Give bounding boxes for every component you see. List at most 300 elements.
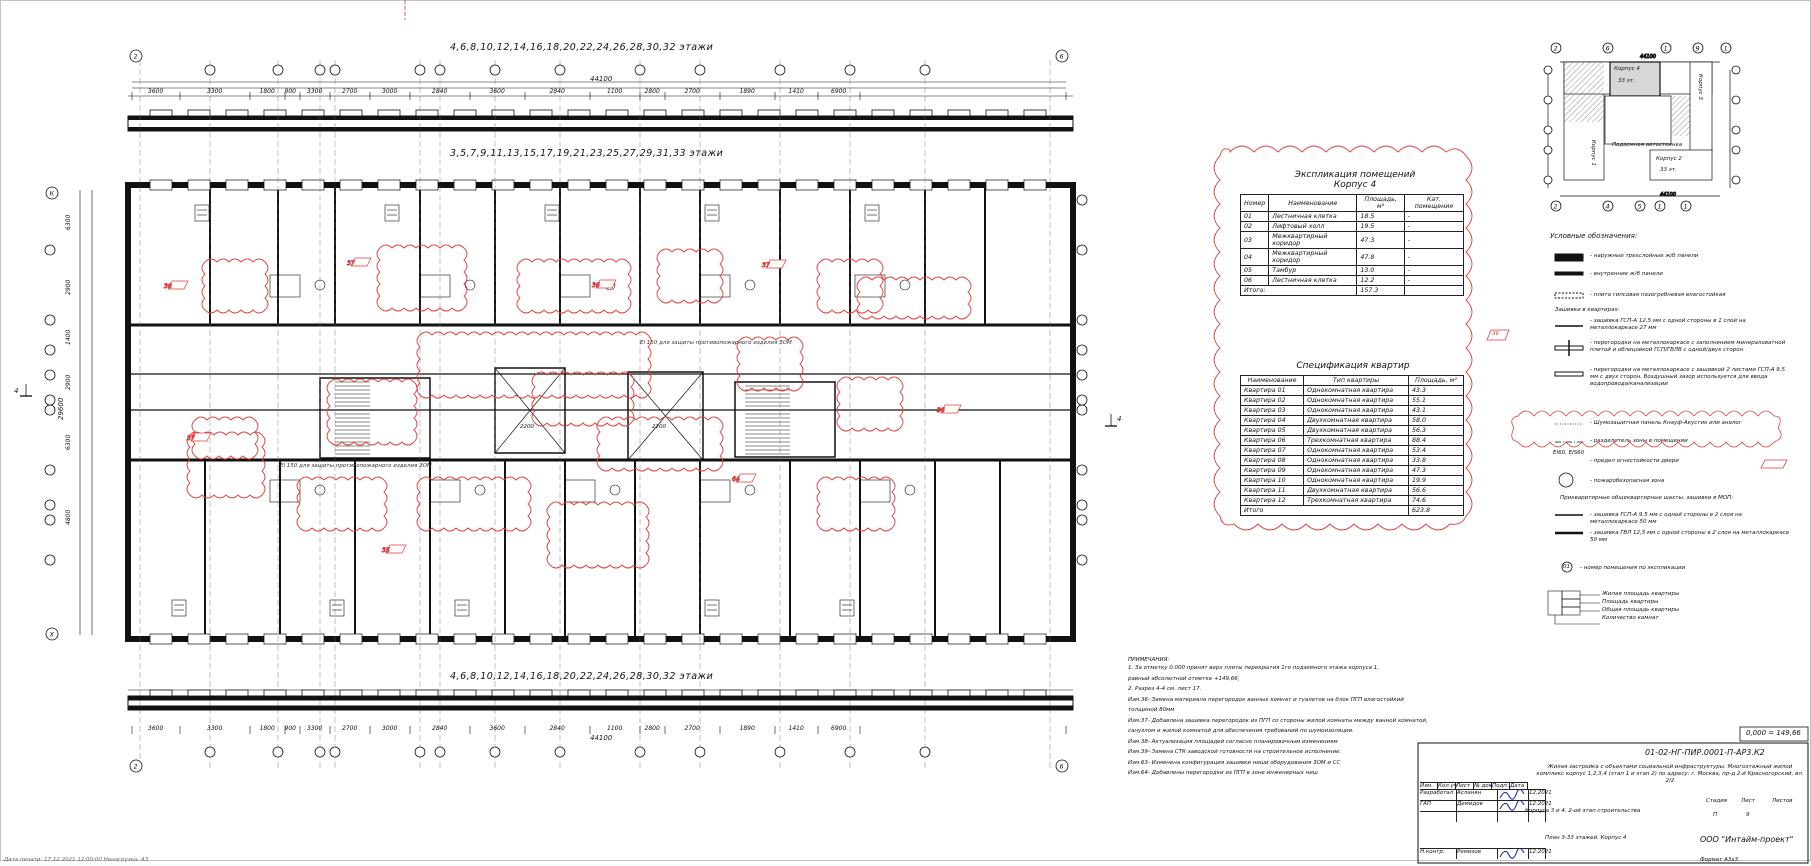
plan-title: План 3-33 этажей. Корпус 4 bbox=[1545, 835, 1627, 841]
axis-label: 1 bbox=[1683, 202, 1688, 211]
dim-span-top: 2840 bbox=[432, 88, 448, 95]
keyplan-axis-top bbox=[1551, 43, 1561, 53]
dim-span-bottom: 1100 bbox=[607, 725, 623, 732]
axis-bubble-K bbox=[46, 187, 58, 199]
axis-bubble-row bbox=[1077, 515, 1087, 525]
keyplan-korpus2: Корпус 2 bbox=[1656, 156, 1682, 162]
revision-tag: 36 bbox=[1492, 331, 1499, 337]
apartment-cell: 74.6 bbox=[1409, 496, 1464, 506]
note-line: равный абсолютной отметке +149,66; bbox=[1128, 675, 1240, 682]
axis-bubble bbox=[205, 65, 215, 75]
note-line: толщиной 80мм bbox=[1128, 707, 1175, 713]
keyplan-axis-top bbox=[1603, 43, 1613, 53]
axis-label: 5 bbox=[1637, 202, 1642, 211]
floor-label-middle: 3,5,7,9,11,13,15,17,19,21,23,25,27,29,31,33 этажи bbox=[450, 148, 724, 159]
explication-row bbox=[1241, 276, 1464, 286]
apartment-spec-title: Спецификация квартир bbox=[1296, 361, 1410, 371]
note-line: Изм.63- Изменена конфигурация зашивки ниши оборудования ЗОМ и СС bbox=[1128, 759, 1341, 766]
axis-bubble bbox=[695, 65, 705, 75]
dim-span-bottom: 3600 bbox=[148, 725, 164, 732]
dim-span-bottom: 2840 bbox=[549, 725, 565, 732]
explication-cell: - bbox=[1404, 222, 1463, 232]
apartment-cell: Квартира 04 bbox=[1241, 416, 1304, 426]
legend-room-num-sample: 01 bbox=[1563, 564, 1570, 570]
dim-span-bottom: 3600 bbox=[489, 725, 505, 732]
explication-cell: - bbox=[1404, 276, 1463, 286]
explication-cell: 03 bbox=[1241, 232, 1269, 249]
apartment-total-row bbox=[1241, 506, 1464, 516]
axis-label: 6 bbox=[1605, 44, 1610, 53]
title-block-role: Разработал bbox=[1420, 790, 1457, 800]
keyplan-axis-left bbox=[1544, 146, 1552, 154]
apartment-row bbox=[1241, 386, 1464, 396]
dim-span-bottom: 2700 bbox=[342, 725, 358, 732]
apartment-cell: 56.3 bbox=[1409, 426, 1464, 436]
axis-bubble-row bbox=[1077, 500, 1087, 510]
dim-span-top: 2840 bbox=[549, 88, 565, 95]
legend-item: - разделитель зоны в помещении bbox=[1590, 438, 1688, 444]
dim-height: 6300 bbox=[65, 214, 72, 230]
explication-total-row bbox=[1241, 286, 1464, 296]
company-name: ООО "Интайм-проект" bbox=[1700, 835, 1794, 844]
legend-area-label: Количество комнат bbox=[1602, 615, 1659, 621]
axis-bubble bbox=[775, 65, 785, 75]
apartment-row bbox=[1241, 416, 1464, 426]
explication-header-cell: Номер bbox=[1241, 195, 1269, 212]
axis-label: 1 bbox=[1663, 44, 1668, 53]
keyplan-axis-top bbox=[1693, 43, 1703, 53]
dim-span-top: 3600 bbox=[489, 88, 505, 95]
apartment-cell: 53.4 bbox=[1409, 446, 1464, 456]
keyplan-axis-bottom bbox=[1551, 201, 1561, 211]
apartment-cell: Однокомнатная квартира bbox=[1304, 396, 1409, 406]
axis-bubble-row bbox=[45, 345, 55, 355]
dim-span-top: 2800 bbox=[644, 88, 660, 95]
axis-bubble-row bbox=[45, 315, 55, 325]
title-block-header-cell: Изм. bbox=[1420, 782, 1438, 789]
dim-span-bottom: 2700 bbox=[684, 725, 700, 732]
legend-area-label: Жилая площадь квартиры bbox=[1602, 591, 1680, 597]
keyplan-korpus4-floors: 33 эт. bbox=[1618, 78, 1635, 84]
dim-span-bottom: 900 bbox=[284, 725, 296, 732]
apartment-header-cell: Наименование bbox=[1241, 376, 1304, 386]
legend-item: - наружные трехслойные ж/б панели bbox=[1590, 253, 1699, 259]
keyplan-axis-bottom bbox=[1603, 201, 1613, 211]
keyplan-axis-left bbox=[1544, 176, 1552, 184]
legend-item: - пожаробезопасная зона bbox=[1590, 478, 1665, 484]
dim-span-top: 1410 bbox=[788, 88, 804, 95]
apartment-header-cell: Тип квартиры bbox=[1304, 376, 1409, 386]
apartment-cell: Однокомнатная квартира bbox=[1304, 386, 1409, 396]
title-block-role-row bbox=[1420, 800, 1552, 811]
apartment-cell: Квартира 10 bbox=[1241, 476, 1304, 486]
explication-table bbox=[1240, 194, 1464, 296]
keyplan-axis-right bbox=[1732, 176, 1740, 184]
explication-row bbox=[1241, 232, 1464, 249]
legend-item-a: - зашивка ГСП-А 12,5 мм с одной стороны в 1 слой на металлокаркасе 27 мм bbox=[1590, 318, 1746, 331]
keyplan-korpus4: Корпус 4 bbox=[1614, 66, 1640, 72]
project-desc: Жилая застройка с объектами социальной инфраструктуры. Многоэтажный жилой комплекс корпус 1,2,3,4 (этап 1 и этап 2) по адресу: г. Москва, пр-д 2-й Красногорский, вл. 2/2 bbox=[1536, 764, 1804, 784]
elevator-dim-1: 2200 bbox=[520, 424, 534, 430]
axis-bubble-row bbox=[1077, 195, 1087, 205]
axis-bubble-row bbox=[1077, 395, 1087, 405]
axis-label: 1 bbox=[1723, 44, 1728, 53]
keyplan-korpus3: Корпус 3 bbox=[1697, 74, 1703, 100]
title-block-date bbox=[1529, 812, 1546, 822]
explication-cell: - bbox=[1404, 232, 1463, 249]
axis-bubble-row bbox=[45, 370, 55, 380]
explication-header-cell: Площадь, м² bbox=[1357, 195, 1404, 212]
revision-tag-mark: 36 bbox=[164, 283, 172, 290]
axis-bubble-row bbox=[1077, 405, 1087, 415]
floor-label-bottom: 4,6,8,10,12,14,16,18,20,22,24,26,28,30,32 этажи bbox=[450, 671, 714, 682]
axis-bubble-row bbox=[1077, 465, 1087, 475]
section-mark-right bbox=[1105, 414, 1117, 426]
apartment-row bbox=[1241, 476, 1464, 486]
explication-header-cell: Кат. помещения bbox=[1404, 195, 1463, 212]
explication-title: Экспликация помещений bbox=[1294, 170, 1416, 180]
dim-span-top: 900 bbox=[284, 88, 296, 95]
dim-height: 6300 bbox=[65, 434, 72, 450]
axis-label: 2 bbox=[133, 762, 138, 771]
explication-cell: Лифтовый холл bbox=[1269, 222, 1357, 232]
explication-row bbox=[1241, 222, 1464, 232]
note-line: 1. За отметку 0.000 принят верх плиты перекрытия 1го подземного этажа корпуса 1, bbox=[1128, 665, 1380, 671]
apartment-row bbox=[1241, 436, 1464, 446]
title-block-role bbox=[1420, 812, 1457, 822]
section-mark-left bbox=[20, 384, 32, 396]
axis-label: 6 bbox=[1059, 762, 1064, 771]
axis-label: 9 bbox=[1695, 44, 1700, 53]
apartment-cell: Трехкомнатная квартира bbox=[1304, 436, 1409, 446]
axis-bubble-row bbox=[1077, 555, 1087, 565]
legend-item: - зашивка ГВЛ 12,5 мм с одной стороны в 2 слоя на металлокаркасе 50 мм bbox=[1590, 530, 1790, 543]
legend-area-label: Площадь квартиры bbox=[1602, 599, 1659, 605]
axis-label: 2 bbox=[1553, 44, 1558, 53]
sheets-header: Листов bbox=[1772, 798, 1793, 804]
legend-item: - перегородки на металлокаркасе с заполнением минераловатной плитой и облицовкой ГСП/ГВЛВ с одной/двух сторон bbox=[1590, 340, 1786, 353]
explication-cell: 47.8 bbox=[1357, 249, 1404, 266]
explication-cell: Лестничная клетка bbox=[1269, 276, 1357, 286]
axis-bubble-row bbox=[45, 405, 55, 415]
dim-span-bottom: 2800 bbox=[644, 725, 660, 732]
apartment-cell: Квартира 01 bbox=[1241, 386, 1304, 396]
total-width-bottom: 44100 bbox=[590, 734, 613, 742]
apartment-total-label: Итого bbox=[1241, 506, 1409, 516]
legend-title: Условные обозначения: bbox=[1550, 232, 1638, 240]
note-line: Изм.38- Актуализация площадей согласно планировочным изменениям bbox=[1128, 738, 1338, 745]
title-block-name: Асланян bbox=[1457, 790, 1498, 800]
axis-bubble-6-top bbox=[1056, 50, 1068, 62]
axis-bubble-2-bottom bbox=[130, 760, 142, 772]
dim-span-top: 3300 bbox=[207, 88, 223, 95]
title-block-header-cell: № док. bbox=[1474, 783, 1494, 789]
apartment-cell: 43.1 bbox=[1409, 406, 1464, 416]
dim-span-top: 1890 bbox=[739, 88, 755, 95]
apartment-cell: Однокомнатная квартира bbox=[1304, 406, 1409, 416]
apartment-cell: 47.3 bbox=[1409, 466, 1464, 476]
explication-subtitle: Корпус 4 bbox=[1333, 180, 1377, 190]
dim-span-top: 6900 bbox=[831, 88, 847, 95]
dim-span-bottom: 6900 bbox=[831, 725, 847, 732]
legend-item: - плита гипсовая пазогребневая влагостойкая bbox=[1590, 292, 1726, 298]
dim-height: 1400 bbox=[65, 329, 72, 345]
explication-row bbox=[1241, 212, 1464, 222]
explication-cell: 04 bbox=[1241, 249, 1269, 266]
keyplan-dim-top: 44100 bbox=[1640, 54, 1656, 60]
dim-span-bottom: 1410 bbox=[788, 725, 804, 732]
explication-cell: Лестничная клетка bbox=[1269, 212, 1357, 222]
apartment-row bbox=[1241, 396, 1464, 406]
explication-total-label: Итого: bbox=[1241, 286, 1357, 296]
legend-item: - зашивка ГСП-А 9,5 мм с одной стороны в 2 слоя на металлокаркасе 50 мм bbox=[1590, 512, 1742, 525]
notes-block bbox=[1128, 657, 1428, 779]
axis-bubble bbox=[695, 747, 705, 757]
apartment-cell: 56.6 bbox=[1409, 486, 1464, 496]
keyplan-axis-bottom bbox=[1655, 201, 1665, 211]
apartment-row bbox=[1241, 406, 1464, 416]
title-block-role-row bbox=[1420, 789, 1552, 800]
apartment-spec-table bbox=[1240, 375, 1464, 516]
note-line: Изм.64- Добавлены перегородки из ПГП в зоне инженерных ниш bbox=[1128, 770, 1318, 776]
stage-header: Стадия bbox=[1706, 798, 1728, 804]
apartment-cell: Двухкомнатная квартира bbox=[1304, 426, 1409, 436]
title-block-header-cell: Дата bbox=[1510, 782, 1528, 789]
keyplan-axis-top bbox=[1661, 43, 1671, 53]
format-label: Формат А3х3 bbox=[1700, 857, 1739, 863]
axis-label: 1 bbox=[1657, 202, 1662, 211]
apartment-cell: Трехкомнатная квартира bbox=[1304, 496, 1409, 506]
axis-label: К bbox=[49, 189, 55, 198]
legend-area-label: Общая площадь квартиры bbox=[1602, 607, 1680, 613]
axis-bubble-X bbox=[46, 628, 58, 640]
keyplan-axis-right bbox=[1732, 126, 1740, 134]
keyplan-axis-top bbox=[1721, 43, 1731, 53]
note-line: Изм.39- Замена СТК заводской готовности на строительное исполнение. bbox=[1128, 749, 1342, 755]
apartment-row bbox=[1241, 496, 1464, 506]
apartment-row bbox=[1241, 486, 1464, 496]
dim-span-bottom: 3000 bbox=[382, 725, 398, 732]
title-block-date: 12.2021 bbox=[1529, 849, 1546, 859]
axis-bubble-row bbox=[1077, 370, 1087, 380]
revision-tag-mark: 36 bbox=[592, 282, 600, 289]
title-block-role-row bbox=[1420, 848, 1552, 859]
explication-cell: 01 bbox=[1241, 212, 1269, 222]
explication-cell: 12.2 bbox=[1357, 276, 1404, 286]
revision-tag-mark: 36 bbox=[937, 407, 945, 414]
keyplan-axis-right bbox=[1732, 66, 1740, 74]
axis-bubble-2-top bbox=[130, 50, 142, 62]
title-block-roles bbox=[1420, 782, 1552, 859]
signature bbox=[1498, 849, 1529, 859]
dim-span-bottom: 3300 bbox=[207, 725, 223, 732]
axis-bubble-row bbox=[1077, 245, 1087, 255]
section-mark-right-label: 4 bbox=[1117, 415, 1122, 423]
apartment-cell: Однокомнатная квартира bbox=[1304, 466, 1409, 476]
apartment-cell: Двухкомнатная квартира bbox=[1304, 416, 1409, 426]
apartment-cell: 55.1 bbox=[1409, 396, 1464, 406]
revision-tag-mark: 37 bbox=[347, 260, 355, 267]
axis-bubble bbox=[330, 747, 340, 757]
dim-height: 2900 bbox=[65, 279, 72, 295]
axis-bubble bbox=[415, 747, 425, 757]
apartment-cell: Квартира 06 bbox=[1241, 436, 1304, 446]
axis-bubble bbox=[920, 747, 930, 757]
axis-bubble bbox=[315, 747, 325, 757]
explication-total-value: 157.3 bbox=[1357, 286, 1404, 296]
title-block-role: Н.контр. bbox=[1420, 849, 1457, 859]
sheet-value: 9 bbox=[1746, 812, 1750, 818]
axis-bubble bbox=[555, 65, 565, 75]
title-block-name: Ремизов bbox=[1457, 849, 1498, 859]
elevator-dim-2: 2200 bbox=[652, 424, 666, 430]
explication-cell: Межквартирный коридор bbox=[1269, 249, 1357, 266]
legend-item: - предел огнестойкости двери bbox=[1590, 458, 1679, 464]
dim-span-top: 1100 bbox=[607, 88, 623, 95]
apartment-cell: Квартира 07 bbox=[1241, 446, 1304, 456]
keyplan-axis-left bbox=[1544, 126, 1552, 134]
note-line: Изм.36- Замена материала перегородок ванных комнат и туалетов на блок ПГП влагостойкий bbox=[1128, 696, 1404, 703]
sheet-header: Лист bbox=[1741, 798, 1755, 804]
explication-cell: 47.3 bbox=[1357, 232, 1404, 249]
apartment-header-cell: Площадь, м² bbox=[1409, 376, 1464, 386]
main-plan bbox=[128, 60, 1073, 770]
axis-bubble bbox=[435, 65, 445, 75]
title-block-role-row bbox=[1420, 811, 1546, 822]
apartment-cell: 33.8 bbox=[1409, 456, 1464, 466]
area-sample bbox=[1548, 591, 1600, 624]
apartment-cell: Квартира 12 bbox=[1241, 496, 1304, 506]
explication-cell: - bbox=[1404, 249, 1463, 266]
apartment-cell: 43.3 bbox=[1409, 386, 1464, 396]
explication-cell: - bbox=[1404, 266, 1463, 276]
axis-bubble-row bbox=[45, 515, 55, 525]
dimension-left bbox=[80, 190, 92, 635]
explication-cell: 19.5 bbox=[1357, 222, 1404, 232]
apartment-cell: Квартира 11 bbox=[1241, 486, 1304, 496]
legend-item: - Шумозащитная панель Кнауф-Акустик или аналог bbox=[1590, 420, 1742, 426]
smoke-note-bottom: El 150 для защиты противопожарного изделия ЗОМ bbox=[280, 463, 432, 469]
bottom-strip-plan bbox=[128, 690, 1073, 710]
explication-cell: 13.0 bbox=[1357, 266, 1404, 276]
revision-tag-mark: 64 bbox=[732, 476, 740, 483]
axis-label: Х bbox=[49, 630, 54, 639]
explication-cell: 02 bbox=[1241, 222, 1269, 232]
level-mark: 0,000 = 149,66 bbox=[1746, 729, 1801, 737]
axis-bubble bbox=[273, 65, 283, 75]
total-width-top: 44100 bbox=[590, 75, 613, 83]
axis-bubble-row bbox=[45, 245, 55, 255]
total-height-dim: 29600 bbox=[57, 397, 65, 420]
axis-bubble bbox=[555, 747, 565, 757]
legend-item: - внутренние ж/б панели bbox=[1590, 271, 1663, 277]
keyplan-dim-bottom: 44100 bbox=[1660, 192, 1676, 198]
apartment-row bbox=[1241, 446, 1464, 456]
axis-label: 4 bbox=[1605, 202, 1610, 211]
axis-bubble bbox=[205, 747, 215, 757]
axis-bubble bbox=[845, 747, 855, 757]
apartment-total-value: 623.8 bbox=[1409, 506, 1464, 516]
title-block-name: Демидов bbox=[1457, 801, 1498, 811]
legend-item: - номер помещения по экспликации bbox=[1580, 565, 1686, 571]
axis-bubble-row bbox=[45, 500, 55, 510]
axis-bubble bbox=[415, 65, 425, 75]
axis-label: 6 bbox=[1059, 52, 1064, 61]
note-line: санузлом и жилой комнатой для обеспечения требований по шумоизоляции. bbox=[1128, 728, 1354, 734]
signature bbox=[1498, 801, 1529, 811]
axis-bubble bbox=[330, 65, 340, 75]
keyplan-axis-right bbox=[1732, 96, 1740, 104]
legend-item: - перегородки на металлокаркасе с зашивкой 2 листами ГСП-А 9,5 мм с двух сторон. Воздушный зазор используется для ввода водопровода/канализации bbox=[1590, 367, 1786, 387]
dim-span-top: 2700 bbox=[684, 88, 700, 95]
doc-code: 01-02-НГ-ПИР.0001-П-АР3.К2 bbox=[1645, 748, 1765, 757]
apartment-cell: Однокомнатная квартира bbox=[1304, 446, 1409, 456]
smoke-note-top: El 150 для защиты противопожарного изделия ЗОМ bbox=[640, 340, 792, 346]
signature bbox=[1498, 812, 1529, 822]
apartment-row bbox=[1241, 466, 1464, 476]
dim-span-top: 1800 bbox=[259, 88, 275, 95]
revision-tag-mark: 37 bbox=[762, 262, 770, 269]
axis-bubble bbox=[315, 65, 325, 75]
section-mark-left-label: 4 bbox=[14, 387, 19, 395]
explication-cell: Межквартирный коридор bbox=[1269, 232, 1357, 249]
explication-cell: 18.5 bbox=[1357, 212, 1404, 222]
apartment-cell: Квартира 09 bbox=[1241, 466, 1304, 476]
axis-label: 2 bbox=[133, 52, 138, 61]
apartment-cell: Квартира 02 bbox=[1241, 396, 1304, 406]
apartment-cell: Квартира 05 bbox=[1241, 426, 1304, 436]
axis-bubble-row bbox=[45, 555, 55, 565]
apartment-cell: Однокомнатная квартира bbox=[1304, 456, 1409, 466]
dim-span-bottom: 1890 bbox=[739, 725, 755, 732]
axis-bubble bbox=[435, 747, 445, 757]
dim-span-bottom: 1800 bbox=[259, 725, 275, 732]
apartment-cell: 88.4 bbox=[1409, 436, 1464, 446]
note-line: Изм.37- Добавлена зашивка перегородок из ПГП со стороны жилой комнаты между ванной комнатой, bbox=[1128, 717, 1428, 724]
keyplan-axis-left bbox=[1544, 96, 1552, 104]
explication-cell: - bbox=[1404, 212, 1463, 222]
revision-tag-mark: 35 bbox=[382, 547, 390, 554]
legend-subtitle-2: Прикваритирные общеквартирные шахты, зашивки в МОП: bbox=[1560, 495, 1734, 501]
stage-value: П bbox=[1713, 812, 1718, 818]
signature bbox=[1498, 790, 1529, 800]
print-footer: Дата печати: 17.12.2021 12:00:00 Ненагрузка: А3 bbox=[4, 857, 149, 863]
title-block-name bbox=[1457, 812, 1498, 822]
explication-row bbox=[1241, 266, 1464, 276]
keyplan-axis-bottom bbox=[1635, 201, 1645, 211]
title-block-date: 12.2021 bbox=[1529, 790, 1546, 800]
apartment-cell: Квартира 08 bbox=[1241, 456, 1304, 466]
legend-subtitle-1: Зашивки в квартирах: bbox=[1555, 307, 1620, 313]
axis-bubble-row bbox=[45, 465, 55, 475]
title-block-header-cell: Лист bbox=[1456, 782, 1474, 789]
axis-bubble bbox=[845, 65, 855, 75]
title-block-header-cell: Кол.уч bbox=[1438, 783, 1458, 789]
axis-bubble-row bbox=[45, 395, 55, 405]
axis-bubble bbox=[273, 747, 283, 757]
explication-cell: 05 bbox=[1241, 266, 1269, 276]
axis-bubble bbox=[635, 65, 645, 75]
apartment-row bbox=[1241, 456, 1464, 466]
dim-span-top: 3300 bbox=[307, 88, 323, 95]
title-block-date: 12.2021 bbox=[1529, 801, 1546, 811]
dim-span-top: 3000 bbox=[382, 88, 398, 95]
notes-title: ПРИМЕЧАНИЯ: bbox=[1128, 657, 1170, 663]
apartment-cell: 58.0 bbox=[1409, 416, 1464, 426]
explication-cell: Тамбур bbox=[1269, 266, 1357, 276]
axis-bubble-row bbox=[1077, 345, 1087, 355]
explication-row bbox=[1241, 249, 1464, 266]
